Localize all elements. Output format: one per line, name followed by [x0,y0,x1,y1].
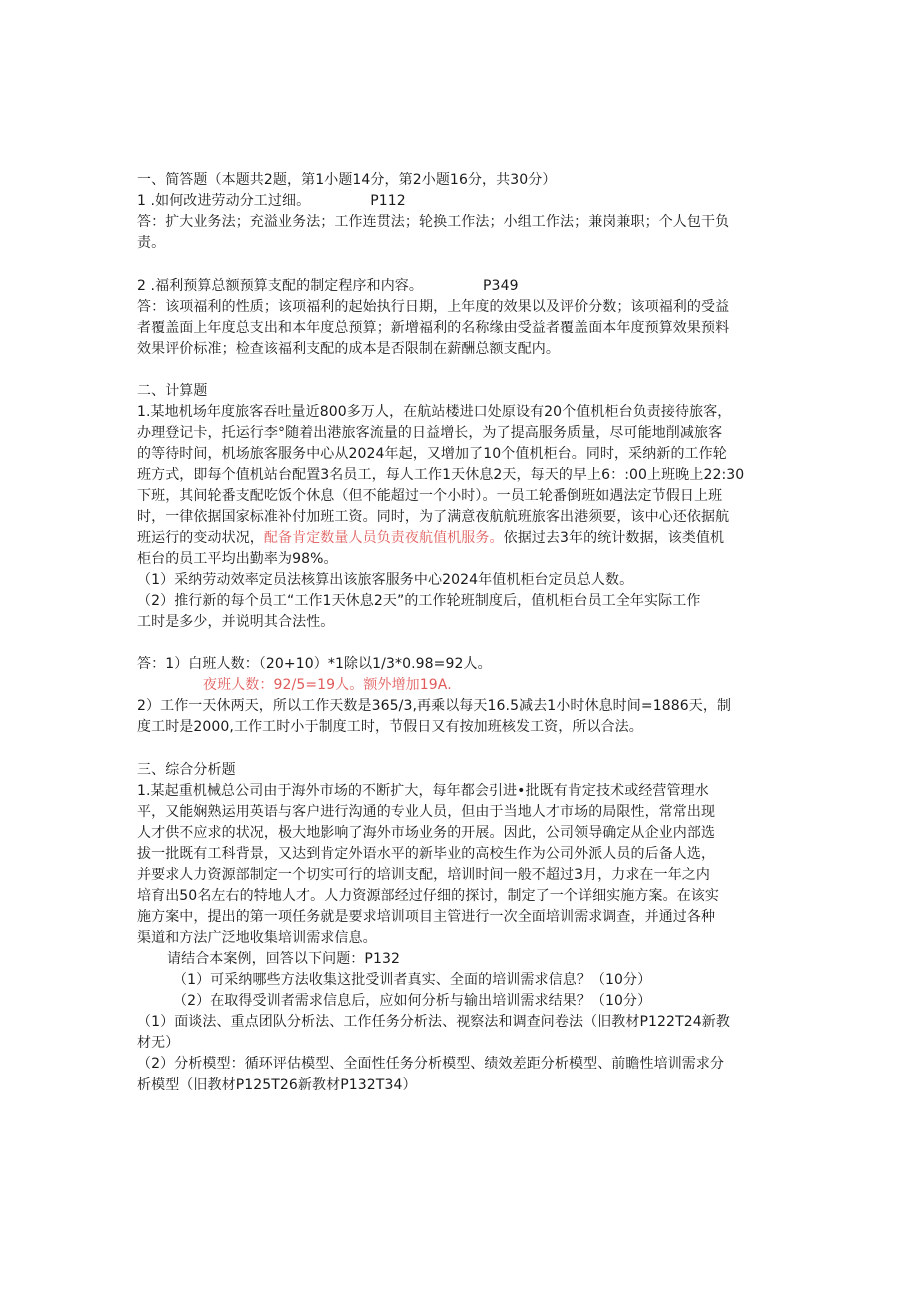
case-line: 施方案中，提出的第一项任务就是要求培训项目主管进行一次全面培训需求调查，并通过各种 [137,909,716,925]
problem-line: 班运行的变动状况，配备肯定数量人员负责夜航值机服务。依据过去3年的统计数据，该类值机 [137,530,725,546]
q2-question: 2 .福利预算总额预算支配的制定程序和内容。 P349 [137,278,519,294]
sub-question-2: 工时是多少，并说明其合法性。 [137,614,335,630]
case-question-2: （2）在取得受训者需求信息后，应如何分析与输出培训需求结果？（10分） [173,993,652,1009]
case-question-1: （1）可采纳哪些方法收集这批受训者真实、全面的培训需求信息？（10分） [173,972,652,988]
answer-2-line: 度工时是2000,工作工时小于制度工时，节假日又有按加班核发工资，所以合法。 [137,719,643,735]
case-answer-1: （1）面谈法、重点团队分析法、工作任务分析法、视察法和调查问卷法（旧教材P122T24新教 [137,1014,730,1030]
problem-line: 班方式，即每个值机站台配置3名员工，每人工作1天休息2天，每天的早上6：:00上班晚上22:30 [137,467,745,483]
case-line: 平，又能娴熟运用英语与客户进行沟通的专业人员，但由于当地人才市场的局限性，常常出现 [137,804,716,820]
case-line: 1.某起重机械总公司由于海外市场的不断扩大，每年都会引进•批既有肯定技术或经营管理水 [137,783,709,799]
case-line: 培育出50名左右的特地人才。人力资源部经过仔细的探讨，制定了一个详细实施方案。在该实 [137,888,720,904]
case-line: 渠道和方法广泛地收集培训需求信息。 [137,930,377,946]
case-prompt: 请结合本案例，回答以下问题：P132 [167,951,400,967]
highlighted-text: 配备肯定数量人员负责夜航值机服务。 [263,530,504,546]
case-answer-2: 析模型（旧教材P125T26新教材P132T34） [137,1077,417,1093]
section3-heading: 三、综合分析题 [137,762,236,778]
q2-answer-line: 答：该项福利的性质；该项福利的起始执行日期，上年度的效果以及评价分数；该项福利的受益 [137,299,730,315]
q1-question: 1 .如何改进劳动分工过细。 P112 [137,193,406,209]
case-line: 人才供不应求的状况，极大地影响了海外市场业务的开展。因此，公司领导确定从企业内部选 [137,825,716,841]
problem-line: 办理登记卡，托运行李°随着出港旅客流量的日益增长，为了提高服务质量，尽可能地削减旅客 [137,425,723,441]
q1-answer-line: 答：扩大业务法；充溢业务法；工作连贯法；轮换工作法；小组工作法；兼岗兼职；个人包干负 [137,214,730,230]
q2-answer-line: 者覆盖面上年度总支出和本年度总预算；新增福利的名称缘由受益者覆盖面本年度预算效果预料 [137,320,730,336]
case-answer-1: 材无） [137,1035,180,1051]
answer-2-line: 2）工作一天休两天，所以工作天数是365/3,再乘以每天16.5减去1小时休息时间=1886天，制 [137,698,732,714]
q2-page-ref: P349 [483,278,519,294]
problem-line: 的等待时间，机场旅客服务中心从2024年起，又增加了10个值机柜台。同时，采纳新的工作轮 [137,446,727,462]
problem-line: 柜台的员工平均出勤率为98%。 [137,551,338,567]
problem-line: 下班，其间轮番支配吃饭个休息（但不能超过一个小时）。一员工轮番倒班如遇法定节假日上班 [137,488,723,504]
sub-question-1: （1）采纳劳动效率定员法核算出该旅客服务中心2024年值机柜台定员总人数。 [137,572,634,588]
section2-heading: 二、计算题 [137,383,208,399]
answer-day-shift: 答：1）白班人数：（20+10）*1除以1/3*0.98=92人。 [137,656,492,672]
answer-night-shift: 夜班人数：92/5=19人。额外增加19A. [203,677,452,693]
case-line: 并要求人力资源部制定一个切实可行的培训支配，培训时间一般不超过3月，力求在一年之内 [137,867,711,883]
problem-line: 时，一律依据国家标准补付加班工资。同时，为了满意夜航航班旅客出港须要，该中心还依据航 [137,509,730,525]
section1-heading: 一、简答题（本题共2题，第1小题14分，第2小题16分，共30分） [137,172,557,188]
q2-answer-line: 效果评价标准；检查该福利支配的成本是否限制在薪酬总额支配内。 [137,341,560,357]
q1-answer-line: 责。 [137,235,166,251]
q1-page-ref: P112 [370,193,406,209]
sub-question-2: （2）推行新的每个员工“工作1天休息2天”的工作轮班制度后，值机柜台员工全年实际工作 [137,593,701,609]
case-line: 拔一批既有工科背景，又达到肯定外语水平的新毕业的高校生作为公司外派人员的后备人选， [137,846,716,862]
case-answer-2: （2）分析模型：循环评估模型、全面性任务分析模型、绩效差距分析模型、前瞻性培训需求分 [137,1056,725,1072]
problem-line: 1.某地机场年度旅客吞吐量近800多万人，在航站楼进口处原设有20个值机柜台负责接待旅客， [137,404,732,420]
